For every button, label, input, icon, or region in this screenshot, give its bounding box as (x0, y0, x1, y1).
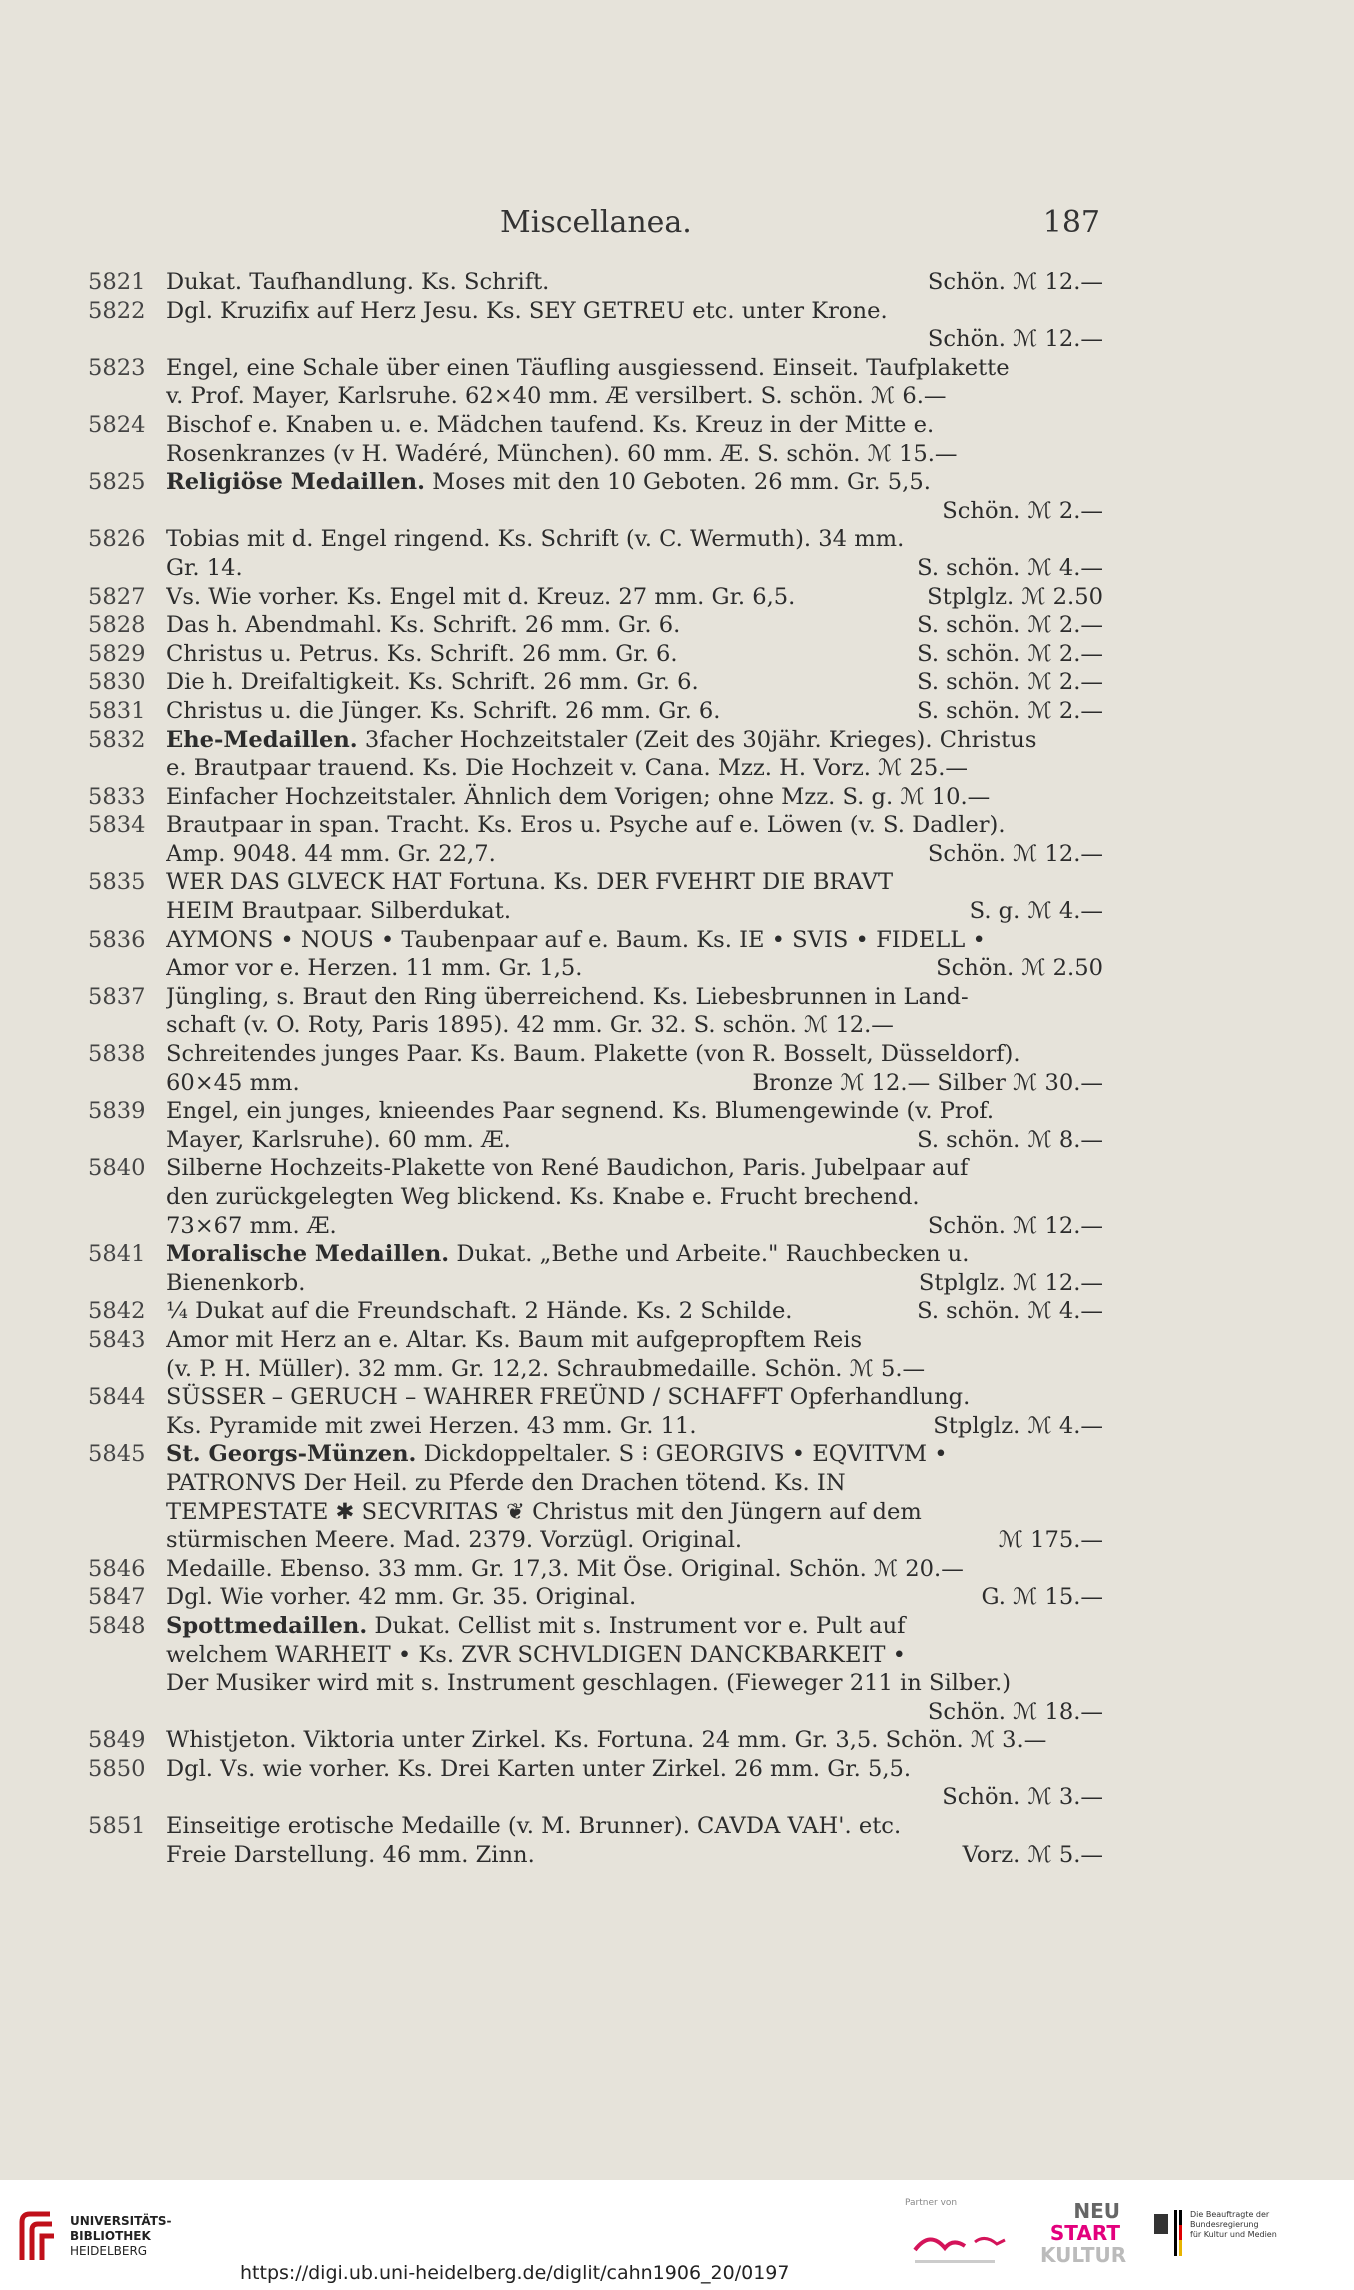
catalog-entries (88, 268, 1103, 1869)
federal-eagle-icon (1150, 2208, 1184, 2258)
entry-price: Vorz. ℳ 5.— (962, 1841, 1103, 1868)
entry-number: 5829 (88, 640, 146, 667)
bkm-text-line-1: Die Beauftragte der Bundesregierung (1190, 2210, 1270, 2229)
entry-price: Stplglz. ℳ 4.— (933, 1412, 1103, 1439)
entry-line (166, 468, 1103, 497)
entry-price: Schön. ℳ 12.— (927, 840, 1103, 867)
section-heading: Moralische Medaillen. (166, 1241, 450, 1268)
bkm-text (1190, 2210, 1340, 2240)
entry-text: Dukat. Cellist mit s. Instrument vor e. Pult auf (367, 1612, 906, 1639)
entry-line (166, 382, 1103, 411)
entry-line (166, 754, 1103, 783)
entry-text: PATRONVS Der Heil. zu Pferde den Drachen tötend. Ks. IN (166, 1469, 846, 1496)
entry-price: Schön. ℳ 2.50 (936, 955, 1103, 982)
entry-line (166, 1326, 1103, 1355)
catalog-entry (88, 726, 1103, 783)
entry-text: Dgl. Wie vorher. 42 mm. Gr. 35. Original. (166, 1584, 637, 1611)
catalog-entry (88, 1040, 1103, 1097)
entry-text: Bienenkorb. (166, 1269, 306, 1296)
entry-price: G. ℳ 15.— (981, 1584, 1103, 1611)
entry-text: Tobias mit d. Engel ringend. Ks. Schrift (v. C. Wermuth). 34 mm. (166, 526, 905, 553)
entry-line (166, 1011, 1103, 1040)
entry-text: WER DAS GLVECK HAT Fortuna. Ks. DER FVEHRT DIE BRAVT (166, 869, 894, 896)
entry-text: Vs. Wie vorher. Ks. Engel mit d. Kreuz. 27 mm. Gr. 6,5. (166, 583, 796, 610)
entry-line (166, 811, 1103, 840)
entry-price: S. g. ℳ 4.— (969, 898, 1103, 925)
entry-text: Freie Darstellung. 46 mm. Zinn. (166, 1841, 535, 1868)
entry-text: ¼ Dukat auf die Freundschaft. 2 Hände. Ks. 2 Schilde. (166, 1298, 793, 1325)
catalog-entry (88, 611, 1103, 640)
section-heading: St. Georgs-Münzen. (166, 1441, 417, 1468)
catalog-entry (88, 468, 1103, 525)
entry-number: 5845 (88, 1441, 146, 1468)
entry-text: Amp. 9048. 44 mm. Gr. 22,7. (166, 840, 496, 867)
entry-line (166, 1583, 1103, 1612)
entry-text: stürmischen Meere. Mad. 2379. Vorzügl. Original. (166, 1527, 743, 1554)
entry-price: Schön. ℳ 12.— (927, 269, 1103, 295)
entry-number: 5825 (88, 469, 146, 496)
entry-text: Moses mit den 10 Geboten. 26 mm. Gr. 5,5. (424, 469, 931, 496)
catalog-entry (88, 525, 1103, 582)
entry-number: 5833 (88, 783, 146, 810)
library-logo[interactable] (14, 2210, 174, 2270)
entry-line (166, 1269, 1103, 1298)
catalog-entry (88, 583, 1103, 612)
catalog-entry (88, 1154, 1103, 1240)
catalog-entry (88, 411, 1103, 468)
entry-text: 60×45 mm. (166, 1069, 300, 1096)
entry-line (166, 554, 1103, 583)
entry-line (166, 268, 1103, 297)
catalog-entry (88, 1440, 1103, 1554)
entry-price: ℳ 175.— (998, 1527, 1103, 1554)
entry-number: 5844 (88, 1384, 146, 1411)
page-number: 187 (1042, 205, 1100, 240)
catalog-entry (88, 354, 1103, 411)
library-name (70, 2214, 172, 2259)
entry-line (166, 1297, 1103, 1326)
entry-text: Einseitige erotische Medaille (v. M. Brunner). CAVDA VAH'. etc. (166, 1813, 902, 1840)
entry-number: 5849 (88, 1727, 146, 1754)
neustart-word-neu: NEU (1073, 2199, 1120, 2223)
entry-number: 5836 (88, 926, 146, 953)
entry-price: S. schön. ℳ 2.— (917, 669, 1103, 696)
entry-text: Schreitendes junges Paar. Ks. Baum. Plakette (von R. Bosselt, Düsseldorf). (166, 1041, 1021, 1068)
entry-text: Jüngling, s. Braut den Ring überreichend. Ks. Liebesbrunnen in Land- (166, 983, 969, 1010)
entry-number: 5831 (88, 697, 146, 724)
section-heading: Ehe-Medaillen. (166, 726, 358, 753)
entry-line (166, 1498, 1103, 1527)
entry-line (166, 411, 1103, 440)
entry-text: Dukat. „Bethe und Arbeite." Rauchbecken u. (449, 1241, 970, 1268)
catalog-entry (88, 1297, 1103, 1326)
entry-text: Das h. Abendmahl. Ks. Schrift. 26 mm. Gr. 6. (166, 612, 681, 639)
catalog-entry (88, 1755, 1103, 1812)
entry-price: Stplglz. ℳ 2.50 (927, 583, 1103, 610)
entry-number: 5838 (88, 1041, 146, 1068)
entry-text: schaft (v. O. Roty, Paris 1895). 42 mm. Gr. 32. S. schön. ℳ 12.— (166, 1012, 894, 1039)
entry-line (166, 1212, 1103, 1241)
entry-number: 5850 (88, 1755, 146, 1782)
bkm-text-line-2: für Kultur und Medien (1190, 2230, 1277, 2239)
catalog-entry (88, 811, 1103, 868)
catalog-entry (88, 1097, 1103, 1154)
entry-line (166, 1669, 1103, 1698)
entry-line (166, 440, 1103, 469)
catalog-entry (88, 697, 1103, 726)
entry-text: 3facher Hochzeitstaler (Zeit des 30jähr. Krieges). Christus (357, 726, 1037, 753)
entry-text: Amor mit Herz an e. Altar. Ks. Baum mit aufgepropftem Reis (166, 1326, 863, 1353)
catalog-entry (88, 640, 1103, 669)
entry-text: e. Brautpaar trauend. Ks. Die Hochzeit v. Cana. Mzz. H. Vorz. ℳ 25.— (166, 755, 969, 782)
entry-number: 5827 (88, 583, 146, 610)
entry-price: S. schön. ℳ 8.— (917, 1126, 1103, 1153)
entry-number: 5842 (88, 1298, 146, 1325)
entry-number: 5828 (88, 612, 146, 639)
entry-line (166, 640, 1103, 669)
bkm-logo[interactable] (1150, 2208, 1340, 2268)
entry-number: 5847 (88, 1584, 146, 1611)
entry-line (166, 583, 1103, 612)
entry-text: Amor vor e. Herzen. 11 mm. Gr. 1,5. (166, 955, 583, 982)
entry-number: 5837 (88, 983, 146, 1010)
entry-line (166, 697, 1103, 726)
library-name-line-1: UNIVERSITÄTS- (70, 2214, 172, 2228)
library-emblem-icon (14, 2210, 58, 2266)
entry-line (166, 1698, 1103, 1727)
entry-number: 5843 (88, 1326, 146, 1353)
library-name-line-3: HEIDELBERG (70, 2244, 148, 2258)
entry-line (166, 1612, 1103, 1641)
entry-text: Engel, ein junges, knieendes Paar segnend. Ks. Blumengewinde (v. Prof. (166, 1098, 995, 1125)
entry-number: 5824 (88, 411, 146, 438)
catalog-entry (88, 297, 1103, 354)
entry-line (166, 1040, 1103, 1069)
page-url[interactable]: https://digi.ub.uni-heidelberg.de/diglit/cahn1906_20/0197 (240, 2262, 790, 2284)
catalog-entry (88, 926, 1103, 983)
entry-line (166, 1841, 1103, 1870)
entry-price: S. schön. ℳ 4.— (917, 1298, 1103, 1325)
entry-number: 5832 (88, 726, 146, 753)
entry-line (166, 1440, 1103, 1469)
entry-text: Engel, eine Schale über einen Täufling ausgiessend. Einseit. Taufplakette (166, 354, 1010, 381)
entry-text: Schön. ℳ 2.— (942, 497, 1103, 524)
catalog-entry (88, 268, 1103, 297)
entry-line (166, 1183, 1103, 1212)
entry-line (166, 897, 1103, 926)
entry-text: Christus u. Petrus. Ks. Schrift. 26 mm. Gr. 6. (166, 640, 678, 667)
partner-logo-icon (905, 2220, 1025, 2270)
neustart-word-start: START (1049, 2221, 1120, 2245)
catalog-entry (88, 983, 1103, 1040)
neustart-word-kultur: KULTUR (1040, 2243, 1127, 2267)
entry-line (166, 497, 1103, 526)
entry-line (166, 726, 1103, 755)
entry-line (166, 783, 1103, 812)
entry-line (166, 1154, 1103, 1183)
entry-line (166, 1240, 1103, 1269)
entry-text: v. Prof. Mayer, Karlsruhe. 62×40 mm. Æ versilbert. S. schön. ℳ 6.— (166, 383, 947, 410)
entry-text: Silberne Hochzeits-Plakette von René Baudichon, Paris. Jubelpaar auf (166, 1155, 969, 1182)
catalog-entry (88, 668, 1103, 697)
entry-text: Dgl. Vs. wie vorher. Ks. Drei Karten unter Zirkel. 26 mm. Gr. 5,5. (166, 1755, 912, 1782)
catalog-entry (88, 1555, 1103, 1584)
entry-text: (v. P. H. Müller). 32 mm. Gr. 12,2. Schraubmedaille. Schön. ℳ 5.— (166, 1355, 926, 1382)
entry-line (166, 1755, 1103, 1784)
section-heading: Religiöse Medaillen. (166, 469, 425, 496)
partner-label: Partner von (905, 2198, 958, 2208)
entry-line (166, 1126, 1103, 1155)
entry-line (166, 1355, 1103, 1384)
library-name-line-2: BIBLIOTHEK (70, 2229, 151, 2243)
entry-line (166, 1641, 1103, 1670)
entry-line (166, 325, 1103, 354)
catalog-entry (88, 783, 1103, 812)
entry-text: Die h. Dreifaltigkeit. Ks. Schrift. 26 mm. Gr. 6. (166, 669, 699, 696)
entry-text: Mayer, Karlsruhe). 60 mm. Æ. (166, 1126, 511, 1153)
entry-line (166, 1069, 1103, 1098)
entry-line (166, 926, 1103, 955)
entry-line (166, 1555, 1103, 1584)
catalog-entry (88, 1583, 1103, 1612)
entry-text: Schön. ℳ 18.— (927, 1698, 1103, 1725)
catalog-entry (88, 1726, 1103, 1755)
entry-number: 5830 (88, 669, 146, 696)
entry-price: Bronze ℳ 12.— Silber ℳ 30.— (752, 1069, 1103, 1096)
entry-line (166, 1383, 1103, 1412)
entry-number: 5835 (88, 869, 146, 896)
entry-text: Brautpaar in span. Tracht. Ks. Eros u. Psyche auf e. Löwen (v. S. Dadler). (166, 812, 1006, 839)
entry-line (166, 1726, 1103, 1755)
viewer-footer (0, 2180, 1354, 2290)
entry-price: S. schön. ℳ 4.— (917, 554, 1103, 581)
catalog-entry (88, 1812, 1103, 1869)
entry-number: 5821 (88, 269, 146, 295)
entry-line (166, 868, 1103, 897)
catalog-entry (88, 1240, 1103, 1297)
entry-text: Ks. Pyramide mit zwei Herzen. 43 mm. Gr. 11. (166, 1412, 697, 1439)
entry-line (166, 1812, 1103, 1841)
entry-price: S. schön. ℳ 2.— (917, 640, 1103, 667)
entry-text: AYMONS • NOUS • Taubenpaar auf e. Baum. Ks. IE • SVIS • FIDELL • (166, 926, 986, 953)
entry-number: 5846 (88, 1555, 146, 1582)
entry-text: Whistjeton. Viktoria unter Zirkel. Ks. Fortuna. 24 mm. Gr. 3,5. Schön. ℳ 3.— (166, 1727, 1047, 1754)
entry-price: S. schön. ℳ 2.— (917, 697, 1103, 724)
entry-text: Dickdoppeltaler. S ⁝ GEORGIVS • EQVITVM • (416, 1441, 948, 1468)
entry-text: Christus u. die Jünger. Ks. Schrift. 26 mm. Gr. 6. (166, 697, 721, 724)
entry-line (166, 954, 1103, 983)
entry-text: Schön. ℳ 3.— (942, 1784, 1103, 1811)
running-title: Miscellanea. (500, 205, 692, 240)
entry-text: Einfacher Hochzeitstaler. Ähnlich dem Vorigen; ohne Mzz. S. g. ℳ 10.— (166, 783, 991, 810)
entry-text: Rosenkranzes (v H. Wadéré, München). 60 mm. Æ. S. schön. ℳ 15.— (166, 440, 958, 467)
catalog-entry (88, 1383, 1103, 1440)
entry-line (166, 1412, 1103, 1441)
entry-line (166, 297, 1103, 326)
catalog-entry (88, 1612, 1103, 1726)
entry-line (166, 983, 1103, 1012)
entry-number: 5848 (88, 1612, 146, 1639)
entry-line (166, 1526, 1103, 1555)
entry-line (166, 1783, 1103, 1812)
catalog-entry (88, 868, 1103, 925)
entry-text: Bischof e. Knaben u. e. Mädchen taufend. Ks. Kreuz in der Mitte e. (166, 411, 935, 438)
entry-price: Schön. ℳ 12.— (927, 1212, 1103, 1239)
entry-line (166, 1097, 1103, 1126)
entry-number: 5822 (88, 297, 146, 324)
entry-line (166, 840, 1103, 869)
entry-line (166, 525, 1103, 554)
entry-number: 5823 (88, 354, 146, 381)
neustart-kultur-logo[interactable] (1040, 2199, 1127, 2267)
entry-number: 5851 (88, 1813, 146, 1840)
entry-text: SÜSSER – GERUCH – WAHRER FREÜND / SCHAFFT Opferhandlung. (166, 1384, 971, 1411)
entry-text: Gr. 14. (166, 554, 243, 581)
entry-text: HEIM Brautpaar. Silberdukat. (166, 898, 512, 925)
entry-text: Medaille. Ebenso. 33 mm. Gr. 17,3. Mit Öse. Original. Schön. ℳ 20.— (166, 1555, 964, 1582)
entry-line (166, 1469, 1103, 1498)
entry-number: 5839 (88, 1098, 146, 1125)
entry-price: Stplglz. ℳ 12.— (918, 1269, 1103, 1296)
entry-text: den zurückgelegten Weg blickend. Ks. Knabe e. Frucht brechend. (166, 1184, 920, 1210)
entry-text: Dukat. Taufhandlung. Ks. Schrift. (166, 269, 550, 295)
entry-line (166, 354, 1103, 383)
entry-price: S. schön. ℳ 2.— (917, 612, 1103, 639)
entry-text: welchem WARHEIT • Ks. ZVR SCHVLDIGEN DANCKBARKEIT • (166, 1641, 906, 1668)
entry-number: 5826 (88, 526, 146, 553)
entry-line (166, 668, 1103, 697)
section-heading: Spottmedaillen. (166, 1612, 368, 1639)
catalog-entry (88, 1326, 1103, 1383)
entry-text: Der Musiker wird mit s. Instrument geschlagen. (Fieweger 211 in Silber.) (166, 1670, 1012, 1697)
entry-text: Dgl. Kruzifix auf Herz Jesu. Ks. SEY GETREU etc. unter Krone. (166, 297, 888, 324)
entry-number: 5840 (88, 1155, 146, 1182)
entry-text: 73×67 mm. Æ. (166, 1212, 337, 1239)
entry-line (166, 611, 1103, 640)
entry-text: Schön. ℳ 12.— (927, 326, 1103, 353)
entry-number: 5834 (88, 812, 146, 839)
entry-number: 5841 (88, 1241, 146, 1268)
entry-text: TEMPESTATE ✱ SECVRITAS ❦ Christus mit den Jüngern auf dem (166, 1498, 922, 1525)
